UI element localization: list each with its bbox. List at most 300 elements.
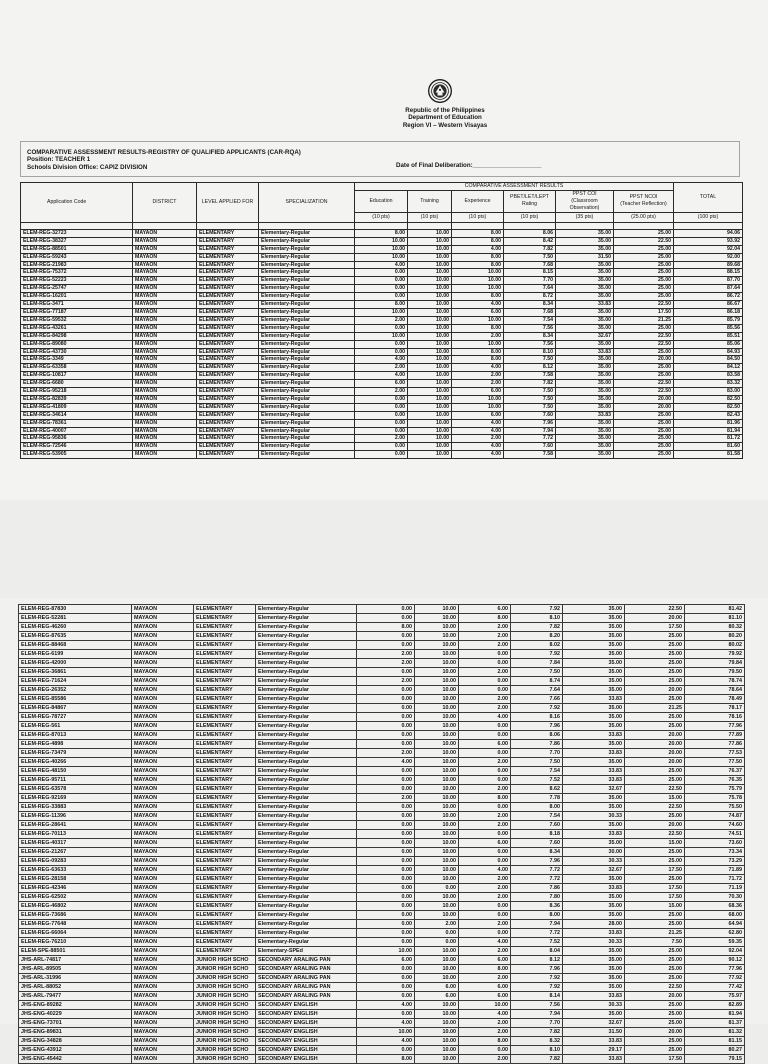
cell-specialization: Elementary-Regular: [259, 316, 355, 324]
cell-district: MAYAON: [132, 1010, 194, 1019]
cell-total: 77.96: [685, 965, 745, 974]
cell-level: ELEMENTARY: [194, 758, 256, 767]
cell-rating: 8.34: [504, 332, 556, 340]
cell-training: 10.00: [408, 364, 452, 372]
cell-ppst-coi: 32.67: [563, 785, 625, 794]
cell-training: 10.00: [415, 812, 459, 821]
cell-level: JUNIOR HIGH SCHO: [194, 1019, 256, 1028]
table-row: [19, 695, 745, 704]
table-row: [19, 686, 745, 695]
cell-application-code: ELEM-REG-76210: [19, 938, 132, 947]
cell-total: 84.50: [674, 356, 743, 364]
cell-experience: 2.00: [459, 1028, 511, 1037]
cell-experience: 10.00: [452, 316, 504, 324]
cell-total: 75.97: [685, 992, 745, 1001]
cell-training: 10.00: [415, 623, 459, 632]
cell-specialization: Elementary-Regular: [259, 403, 355, 411]
cell-experience: 4.00: [459, 866, 511, 875]
cell-education: 4.00: [357, 758, 415, 767]
cell-ppst-ncoi: 15.00: [625, 839, 685, 848]
cell-ppst-ncoi: 22.50: [625, 830, 685, 839]
cell-rating: 8.04: [511, 947, 563, 956]
table-row: [19, 1037, 745, 1046]
cell-education: 0.00: [357, 938, 415, 947]
cell-district: MAYAON: [132, 983, 194, 992]
cell-district: MAYAON: [133, 340, 197, 348]
cell-training: 10.00: [408, 380, 452, 388]
cell-specialization: Elementary-Regular: [256, 902, 357, 911]
cell-application-code: ELEM-REG-25747: [21, 285, 133, 293]
cell-experience: 0.00: [459, 686, 511, 695]
cell-education: 2.00: [357, 677, 415, 686]
cell-rating: 8.10: [504, 348, 556, 356]
cell-experience: 4.00: [452, 451, 504, 459]
cell-ppst-coi: 35.00: [556, 427, 614, 435]
cell-experience: 4.00: [459, 713, 511, 722]
table-row: [21, 380, 743, 388]
cell-level: ELEMENTARY: [197, 316, 259, 324]
cell-rating: 7.72: [511, 866, 563, 875]
cell-training: 0.00: [415, 938, 459, 947]
cell-ppst-coi: 33.83: [563, 1055, 625, 1064]
col-header-group: COMPARATIVE ASSESSMENT RESULTS: [355, 183, 674, 191]
cell-district: MAYAON: [132, 740, 194, 749]
cell-training: 10.00: [408, 403, 452, 411]
cell-training: 10.00: [408, 301, 452, 309]
cell-total: 59.35: [685, 938, 745, 947]
col-header-level: LEVEL APPLIED FOR: [197, 183, 259, 223]
cell-ppst-coi: 35.00: [563, 821, 625, 830]
cell-level: ELEMENTARY: [194, 614, 256, 623]
table-row: [19, 821, 745, 830]
cell-application-code: ELEM-REG-73686: [19, 911, 132, 920]
cell-training: 10.00: [415, 614, 459, 623]
cell-experience: 8.00: [452, 348, 504, 356]
cell-district: MAYAON: [133, 411, 197, 419]
table-row: [19, 992, 745, 1001]
cell-total: 80.02: [685, 641, 745, 650]
table-row: [21, 308, 743, 316]
cell-experience: 10.00: [452, 277, 504, 285]
cell-level: ELEMENTARY: [197, 245, 259, 253]
cell-specialization: Elementary-Regular: [256, 686, 357, 695]
cell-level: ELEMENTARY: [197, 372, 259, 380]
table-row: [19, 677, 745, 686]
cell-training: 10.00: [415, 650, 459, 659]
cell-ppst-coi: 35.00: [556, 419, 614, 427]
cell-ppst-ncoi: 20.00: [614, 403, 674, 411]
col-header-ppst-coi: [556, 190, 614, 212]
blank-cell: [21, 222, 133, 229]
cell-experience: 6.00: [459, 605, 511, 614]
cell-experience: 0.00: [459, 776, 511, 785]
table-row: [19, 767, 745, 776]
cell-level: ELEMENTARY: [197, 435, 259, 443]
cell-total: 92.04: [674, 245, 743, 253]
cell-ppst-coi: 35.00: [563, 794, 625, 803]
cell-total: 82.50: [674, 403, 743, 411]
col-header-rating-top: PBET/LET/LEPT: [510, 194, 549, 201]
cell-district: MAYAON: [133, 301, 197, 309]
cell-training: 10.00: [408, 340, 452, 348]
cell-level: JUNIOR HIGH SCHO: [194, 1001, 256, 1010]
cell-application-code: ELEM-REG-95711: [19, 776, 132, 785]
cell-ppst-coi: 35.00: [563, 641, 625, 650]
cell-application-code: ELEM-REG-88468: [19, 641, 132, 650]
cell-level: ELEMENTARY: [197, 340, 259, 348]
cell-level: ELEMENTARY: [197, 253, 259, 261]
cell-specialization: SECONDARY ENGLISH: [256, 1019, 357, 1028]
cell-level: ELEMENTARY: [197, 277, 259, 285]
cell-ppst-coi: 35.00: [556, 443, 614, 451]
cell-experience: 2.00: [459, 920, 511, 929]
cell-rating: 7.58: [504, 372, 556, 380]
cell-rating: 7.72: [504, 435, 556, 443]
cell-experience: 2.00: [452, 372, 504, 380]
cell-specialization: Elementary-Regular: [259, 301, 355, 309]
cell-education: 2.00: [355, 364, 408, 372]
cell-ppst-coi: 35.00: [556, 364, 614, 372]
table-row: [21, 356, 743, 364]
cell-district: MAYAON: [132, 839, 194, 848]
cell-application-code: ELEM-REG-92169: [19, 794, 132, 803]
col-header-ppst-ncoi-title: PPST NCOI: [629, 194, 658, 201]
col-header-ppst-ncoi: [614, 190, 674, 212]
cell-ppst-coi: 35.00: [556, 388, 614, 396]
table-body-upper: [21, 222, 743, 458]
cell-application-code: ELEM-REG-66064: [19, 929, 132, 938]
cell-total: 87.70: [674, 277, 743, 285]
cell-education: 0.00: [355, 427, 408, 435]
cell-ppst-coi: 35.00: [556, 395, 614, 403]
cell-total: 85.79: [674, 316, 743, 324]
cell-education: 0.00: [357, 722, 415, 731]
cell-experience: 4.00: [452, 427, 504, 435]
cell-application-code: JHS-ENG-34828: [19, 1037, 132, 1046]
cell-rating: 7.64: [504, 285, 556, 293]
cell-level: JUNIOR HIGH SCHO: [194, 983, 256, 992]
cell-rating: 8.16: [511, 713, 563, 722]
cell-rating: 8.14: [511, 992, 563, 1001]
cell-experience: 0.00: [459, 857, 511, 866]
cell-district: MAYAON: [132, 884, 194, 893]
cell-training: 10.00: [415, 1055, 459, 1064]
table-row: [19, 749, 745, 758]
cell-specialization: Elementary-Regular: [256, 605, 357, 614]
cell-ppst-coi: 35.00: [556, 451, 614, 459]
table-row: [19, 974, 745, 983]
points-education: (10 pts): [355, 212, 408, 222]
cell-education: 0.00: [357, 884, 415, 893]
cell-application-code: ELEM-REG-6199: [19, 650, 132, 659]
cell-total: 83.00: [674, 388, 743, 396]
cell-specialization: Elementary-Regular: [259, 435, 355, 443]
cell-ppst-ncoi: 25.00: [625, 920, 685, 929]
cell-level: ELEMENTARY: [194, 839, 256, 848]
cell-district: MAYAON: [132, 749, 194, 758]
deped-seal-icon: [428, 79, 452, 103]
cell-application-code: ELEM-REG-59532: [21, 316, 133, 324]
cell-application-code: ELEM-REG-78361: [21, 419, 133, 427]
cell-total: 92.04: [685, 947, 745, 956]
cell-education: 0.00: [357, 1046, 415, 1055]
cell-specialization: Elementary-Regular: [256, 632, 357, 641]
cell-total: 78.16: [685, 713, 745, 722]
table-row: [19, 740, 745, 749]
cell-education: 0.00: [355, 324, 408, 332]
cell-experience: 10.00: [459, 1001, 511, 1010]
header-region: Region VI – Western Visayas: [402, 122, 488, 129]
cell-training: 10.00: [415, 758, 459, 767]
cell-education: 0.00: [357, 1010, 415, 1019]
cell-level: JUNIOR HIGH SCHO: [194, 956, 256, 965]
cell-experience: 0.00: [459, 767, 511, 776]
cell-level: ELEMENTARY: [194, 848, 256, 857]
cell-ppst-ncoi: 25.00: [614, 245, 674, 253]
cell-training: 10.00: [415, 1001, 459, 1010]
cell-application-code: ELEM-REG-32723: [21, 229, 133, 237]
cell-specialization: Elementary-Regular: [259, 451, 355, 459]
cell-education: 10.00: [355, 308, 408, 316]
cell-rating: 7.72: [511, 875, 563, 884]
cell-ppst-ncoi: 25.00: [625, 695, 685, 704]
cell-training: 10.00: [408, 356, 452, 364]
cell-application-code: ELEM-REG-78727: [19, 713, 132, 722]
cell-experience: 0.00: [459, 929, 511, 938]
cell-education: 0.00: [357, 902, 415, 911]
cell-experience: 0.00: [459, 830, 511, 839]
cell-experience: 4.00: [452, 364, 504, 372]
cell-ppst-ncoi: 17.50: [625, 893, 685, 902]
cell-training: 10.00: [415, 605, 459, 614]
cell-district: MAYAON: [133, 229, 197, 237]
cell-ppst-ncoi: 17.50: [625, 866, 685, 875]
cell-rating: 7.56: [511, 1001, 563, 1010]
cell-rating: 7.58: [504, 451, 556, 459]
cell-district: MAYAON: [132, 731, 194, 740]
table-row: [19, 911, 745, 920]
cell-training: 10.00: [415, 731, 459, 740]
cell-experience: 0.00: [459, 902, 511, 911]
cell-application-code: JHS-ENG-89831: [19, 1028, 132, 1037]
cell-application-code: ELEM-REG-42000: [19, 659, 132, 668]
cell-education: 4.00: [357, 1001, 415, 1010]
cell-application-code: ELEM-REG-48150: [19, 767, 132, 776]
cell-level: ELEMENTARY: [197, 419, 259, 427]
cell-ppst-ncoi: 20.00: [625, 740, 685, 749]
table-row: [21, 316, 743, 324]
cell-specialization: Elementary-Regular: [256, 821, 357, 830]
cell-experience: 4.00: [452, 301, 504, 309]
cell-application-code: ELEM-REG-84867: [19, 704, 132, 713]
cell-district: MAYAON: [133, 245, 197, 253]
cell-ppst-ncoi: 25.00: [614, 348, 674, 356]
cell-rating: 7.66: [511, 695, 563, 704]
cell-ppst-coi: 35.00: [556, 245, 614, 253]
cell-experience: 8.00: [452, 293, 504, 301]
cell-ppst-coi: 35.00: [556, 356, 614, 364]
cell-level: JUNIOR HIGH SCHO: [194, 1037, 256, 1046]
cell-education: 2.00: [357, 794, 415, 803]
cell-experience: 4.00: [452, 245, 504, 253]
cell-education: 0.00: [357, 839, 415, 848]
cell-rating: 8.10: [511, 1046, 563, 1055]
cell-level: ELEMENTARY: [194, 659, 256, 668]
table-row: [21, 411, 743, 419]
table-row: [21, 237, 743, 245]
cell-specialization: Elementary-Regular: [256, 875, 357, 884]
cell-application-code: ELEM-REG-4898: [19, 740, 132, 749]
cell-ppst-ncoi: 25.00: [614, 411, 674, 419]
cell-specialization: Elementary-Regular: [256, 695, 357, 704]
cell-training: 10.00: [408, 253, 452, 261]
table-row: [19, 848, 745, 857]
cell-total: 81.42: [685, 605, 745, 614]
cell-district: MAYAON: [132, 893, 194, 902]
cell-ppst-ncoi: 22.50: [614, 380, 674, 388]
cell-education: 0.00: [355, 340, 408, 348]
blank-cell: [556, 222, 614, 229]
blank-cell: [504, 222, 556, 229]
cell-ppst-ncoi: 17.50: [625, 1055, 685, 1064]
cell-district: MAYAON: [132, 614, 194, 623]
cell-application-code: ELEM-REG-75372: [21, 269, 133, 277]
cell-rating: 7.60: [504, 411, 556, 419]
cell-specialization: SECONDARY ARALING PAN: [256, 965, 357, 974]
cell-experience: 0.00: [459, 1046, 511, 1055]
cell-total: 77.92: [685, 974, 745, 983]
cell-ppst-coi: 28.00: [563, 920, 625, 929]
cell-ppst-coi: 35.00: [563, 623, 625, 632]
cell-ppst-coi: 31.50: [563, 1028, 625, 1037]
cell-ppst-coi: 33.83: [563, 830, 625, 839]
cell-ppst-ncoi: 22.50: [625, 785, 685, 794]
table-row: [21, 419, 743, 427]
cell-district: MAYAON: [133, 451, 197, 459]
cell-ppst-ncoi: 20.00: [625, 758, 685, 767]
table-body-lower: [19, 605, 745, 1064]
table-row: [21, 293, 743, 301]
points-ppst-ncoi: (25.00 pts): [614, 212, 674, 222]
cell-rating: 7.50: [504, 395, 556, 403]
cell-district: MAYAON: [132, 911, 194, 920]
cell-ppst-coi: 33.83: [563, 776, 625, 785]
cell-rating: 7.86: [511, 740, 563, 749]
cell-ppst-coi: 35.00: [556, 324, 614, 332]
cell-education: 0.00: [357, 686, 415, 695]
cell-district: MAYAON: [133, 261, 197, 269]
cell-district: MAYAON: [132, 668, 194, 677]
cell-rating: 7.50: [504, 356, 556, 364]
cell-ppst-coi: 32.67: [563, 866, 625, 875]
cell-application-code: ELEM-REG-21267: [19, 848, 132, 857]
table-row: [21, 301, 743, 309]
cell-ppst-ncoi: 25.00: [625, 875, 685, 884]
cell-ppst-ncoi: 25.00: [614, 253, 674, 261]
cell-rating: 7.60: [511, 821, 563, 830]
cell-application-code: ELEM-REG-3349: [21, 356, 133, 364]
cell-district: MAYAON: [133, 277, 197, 285]
cell-education: 8.00: [357, 623, 415, 632]
cell-training: 10.00: [415, 893, 459, 902]
cell-rating: 7.50: [511, 668, 563, 677]
cell-total: 81.58: [674, 451, 743, 459]
table-row: [21, 332, 743, 340]
cell-training: 10.00: [415, 902, 459, 911]
cell-experience: 2.00: [459, 893, 511, 902]
cell-district: MAYAON: [132, 956, 194, 965]
cell-specialization: Elementary-Regular: [259, 245, 355, 253]
cell-application-code: JHS-ARL-74817: [19, 956, 132, 965]
cell-ppst-ncoi: 25.00: [614, 261, 674, 269]
cell-training: 10.00: [408, 419, 452, 427]
cell-ppst-ncoi: 22.50: [614, 332, 674, 340]
cell-rating: 7.92: [511, 974, 563, 983]
cell-level: JUNIOR HIGH SCHO: [194, 992, 256, 1001]
cell-district: MAYAON: [133, 419, 197, 427]
cell-level: JUNIOR HIGH SCHO: [194, 965, 256, 974]
table-row: [19, 1055, 745, 1064]
cell-specialization: SECONDARY ENGLISH: [256, 1001, 357, 1010]
cell-ppst-ncoi: 25.00: [625, 857, 685, 866]
cell-training: 10.00: [408, 443, 452, 451]
table-row: [19, 1019, 745, 1028]
cell-rating: 7.68: [504, 261, 556, 269]
cell-education: 2.00: [355, 435, 408, 443]
cell-application-code: ELEM-REG-52223: [21, 277, 133, 285]
cell-education: 0.00: [357, 803, 415, 812]
cell-ppst-coi: 35.00: [563, 1010, 625, 1019]
col-header-ppst-coi-title: PPST COI: [572, 190, 597, 197]
cell-specialization: Elementary-Regular: [259, 237, 355, 245]
cell-level: ELEMENTARY: [197, 324, 259, 332]
cell-specialization: Elementary-Regular: [256, 731, 357, 740]
cell-level: ELEMENTARY: [197, 332, 259, 340]
cell-specialization: Elementary-Regular: [256, 614, 357, 623]
cell-ppst-ncoi: 25.00: [625, 1010, 685, 1019]
cell-application-code: ELEM-REG-46260: [19, 623, 132, 632]
cell-ppst-ncoi: 25.00: [625, 776, 685, 785]
cell-training: 10.00: [415, 668, 459, 677]
cell-district: MAYAON: [132, 722, 194, 731]
cell-specialization: Elementary-Regular: [259, 364, 355, 372]
cell-rating: 8.10: [511, 614, 563, 623]
cell-ppst-ncoi: 25.00: [625, 668, 685, 677]
cell-total: 73.60: [685, 839, 745, 848]
cell-rating: 8.32: [511, 1037, 563, 1046]
cell-district: MAYAON: [133, 395, 197, 403]
blank-cell: [614, 222, 674, 229]
cell-education: 0.00: [355, 443, 408, 451]
cell-total: 84.93: [674, 348, 743, 356]
table-row: [19, 722, 745, 731]
cell-specialization: Elementary-Regular: [256, 677, 357, 686]
cell-application-code: JHS-ARL-79477: [19, 992, 132, 1001]
cell-district: MAYAON: [132, 677, 194, 686]
cell-training: 10.00: [415, 947, 459, 956]
cell-application-code: ELEM-REG-16201: [21, 293, 133, 301]
cell-ppst-coi: 33.83: [556, 348, 614, 356]
cell-education: 0.00: [357, 911, 415, 920]
cell-experience: 2.00: [452, 435, 504, 443]
cell-application-code: ELEM-REG-62502: [19, 893, 132, 902]
cell-district: MAYAON: [132, 1046, 194, 1055]
cell-total: 74.60: [685, 821, 745, 830]
cell-district: MAYAON: [132, 803, 194, 812]
cell-level: ELEMENTARY: [197, 293, 259, 301]
cell-experience: 8.00: [452, 324, 504, 332]
cell-ppst-ncoi: 25.00: [614, 419, 674, 427]
